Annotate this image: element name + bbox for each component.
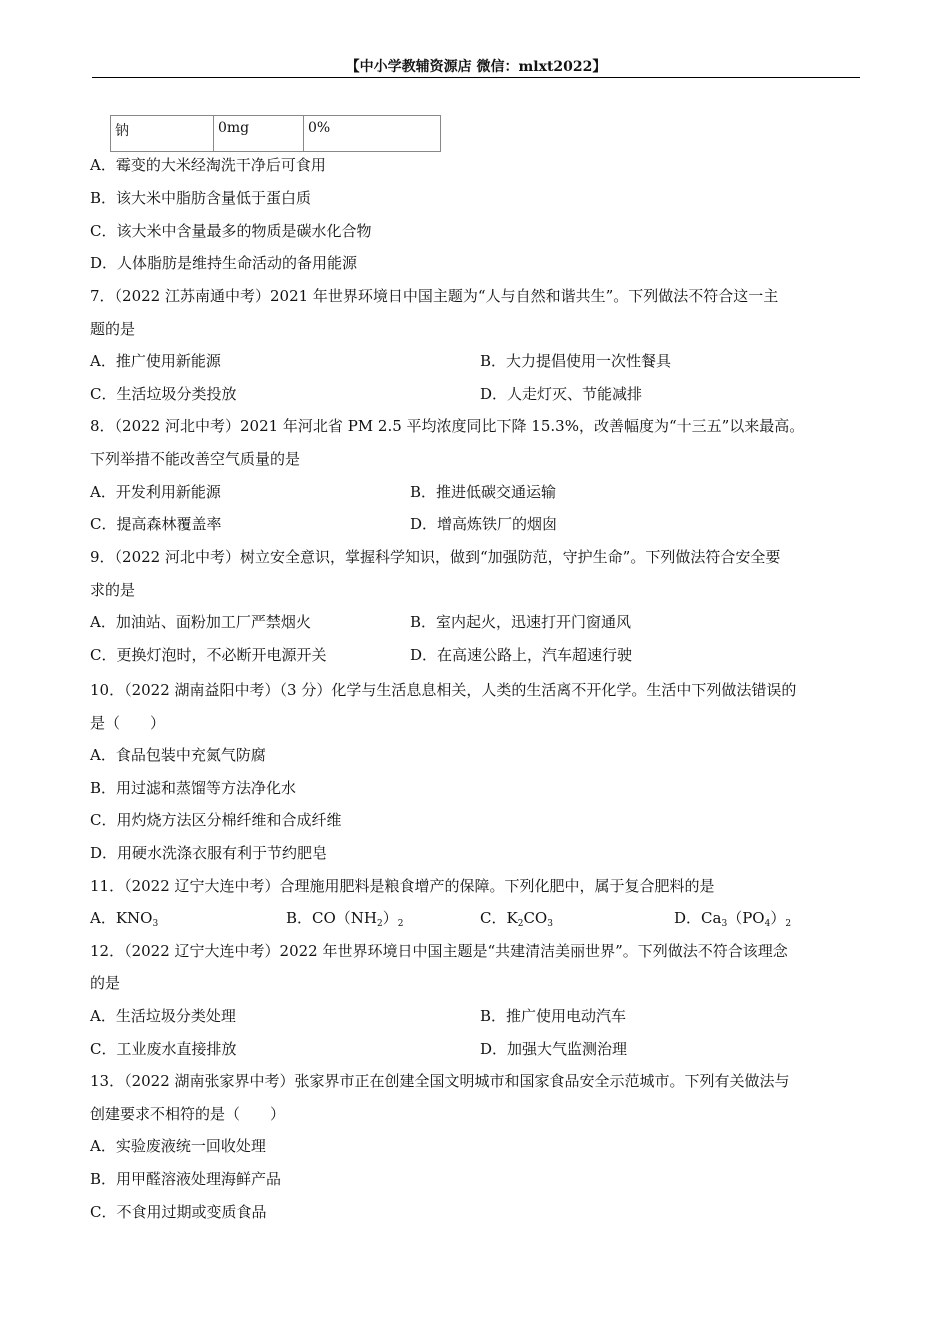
q11-b-formula-part2: ） <box>382 909 398 927</box>
q11-d-subscript3: 2 <box>785 919 792 929</box>
q11-option-c <box>480 908 553 934</box>
q11-stem: 11．（2022 辽宁大连中考）合理施用肥料是粮食增产的保障。下列化肥中，属于复合肥料的是 <box>90 877 715 895</box>
q7-stem-line1: 7．（2022 江苏南通中考）2021 年世界环境日中国主题为“人与自然和谐共生”。下列做法不符合这一主 <box>90 287 779 305</box>
q8-option-c: C．提高森林覆盖率 <box>90 515 222 533</box>
q9-option-b: B．室内起火，迅速打开门窗通风 <box>410 613 632 631</box>
q8-option-b: B．推进低碳交通运输 <box>410 483 557 501</box>
q9-option-c: C．更换灯泡时，不必断开电源开关 <box>90 646 327 664</box>
q11-a-formula: KNO <box>115 909 153 927</box>
q9-option-d: D．在高速公路上，汽车超速行驶 <box>410 646 633 664</box>
q12-option-a: A．生活垃圾分类处理 <box>90 1007 236 1025</box>
q8-option-a: A．开发利用新能源 <box>90 483 221 501</box>
q12-option-c: C．工业废水直接排放 <box>90 1040 237 1058</box>
q10-stem-line1: 10．（2022 湖南益阳中考）（3 分）化学与生活息息相关，人类的生活离不开化学。生活中下列做法错误的 <box>90 681 797 699</box>
q12-stem-line2: 的是 <box>90 974 121 992</box>
q10-option-c: C．用灼烧方法区分棉纤维和合成纤维 <box>90 811 342 829</box>
q11-option-a <box>90 908 158 934</box>
q11-b-label: B． <box>286 909 313 927</box>
q7-option-c: C．生活垃圾分类投放 <box>90 385 237 403</box>
q11-d-formula-part1: Ca <box>701 909 722 927</box>
q11-b-subscript2: 2 <box>397 919 404 929</box>
q10-option-d: D．用硬水洗涤衣服有利于节约肥皂 <box>90 844 328 862</box>
q12-option-d: D．加强大气监测治理 <box>480 1040 628 1058</box>
q6-option-a: A．霉变的大米经淘洗干净后可食用 <box>90 156 326 174</box>
q11-d-subscript1: 3 <box>721 919 728 929</box>
q8-stem-line1: 8．（2022 河北中考）2021 年河北省 PM 2.5 平均浓度同比下降 15.3%，改善幅度为“十三五”以来最高。 <box>90 417 805 435</box>
header-divider <box>92 77 860 78</box>
q8-option-d: D．增高炼铁厂的烟囱 <box>410 515 558 533</box>
q7-stem-line2: 题的是 <box>90 320 136 338</box>
q11-b-subscript1: 2 <box>377 919 383 929</box>
q11-d-formula-part3: ） <box>770 909 786 927</box>
q11-c-label: C． <box>480 909 507 927</box>
q11-d-formula-part2: （PO <box>727 909 765 927</box>
q13-option-c: C．不食用过期或变质食品 <box>90 1203 267 1221</box>
page-header: 【中小学教辅资源店 微信：mlxt2022】 <box>345 59 607 75</box>
q6-option-b: B．该大米中脂肪含量低于蛋白质 <box>90 189 312 207</box>
q6-option-d: D．人体脂肪是维持生命活动的备用能源 <box>90 254 358 272</box>
q7-option-a: A．推广使用新能源 <box>90 352 221 370</box>
q11-d-label: D． <box>674 909 702 927</box>
q11-d-subscript2: 4 <box>764 919 771 929</box>
q9-stem-line2: 求的是 <box>90 581 136 599</box>
q13-stem-line2: 创建要求不相符的是（ ） <box>90 1105 286 1123</box>
q9-option-a: A．加油站、面粉加工厂严禁烟火 <box>90 613 311 631</box>
q13-stem-line1: 13．（2022 湖南张家界中考）张家界市正在创建全国文明城市和国家食品安全示范城市。下列有关做法与 <box>90 1072 790 1090</box>
q11-a-subscript: 3 <box>152 919 159 929</box>
q11-b-formula-part1: CO（NH <box>312 909 378 927</box>
q13-option-a: A．实验废液统一回收处理 <box>90 1137 266 1155</box>
q11-option-d <box>674 908 791 934</box>
q8-stem-line2: 下列举措不能改善空气质量的是 <box>90 450 301 468</box>
q6-option-c: C．该大米中含量最多的物质是碳水化合物 <box>90 222 372 240</box>
q7-option-b: B．大力提倡使用一次性餐具 <box>480 352 672 370</box>
q11-option-b <box>286 908 404 934</box>
q7-option-d: D．人走灯灭、节能减排 <box>480 385 643 403</box>
q10-stem-line2: 是（ ） <box>90 714 166 732</box>
q11-c-formula-part2: CO <box>523 909 548 927</box>
q11-c-subscript1: 2 <box>517 919 524 929</box>
q12-stem-line1: 12．（2022 辽宁大连中考）2022 年世界环境日中国主题是“共建清洁美丽世界”。下列做法不符合该理念 <box>90 942 788 960</box>
q13-option-b: B．用甲醛溶液处理海鲜产品 <box>90 1170 282 1188</box>
q12-option-b: B．推广使用电动汽车 <box>480 1007 627 1025</box>
table-row <box>111 116 441 152</box>
nutrition-table <box>110 115 441 152</box>
q11-c-formula-part1: K <box>506 909 518 927</box>
q9-stem-line1: 9．（2022 河北中考）树立安全意识，掌握科学知识，做到“加强防范，守护生命”。下列做法符合安全要 <box>90 548 781 566</box>
nutrient-percent-cell: 0% <box>304 116 441 152</box>
q11-a-label: A． <box>90 909 116 927</box>
q10-option-b: B．用过滤和蒸馏等方法净化水 <box>90 779 297 797</box>
q10-option-a: A．食品包装中充氮气防腐 <box>90 746 266 764</box>
nutrient-amount-cell: 0mg <box>214 116 304 152</box>
q11-c-subscript2: 3 <box>547 919 553 929</box>
nutrient-name-cell: 钠 <box>111 116 214 152</box>
